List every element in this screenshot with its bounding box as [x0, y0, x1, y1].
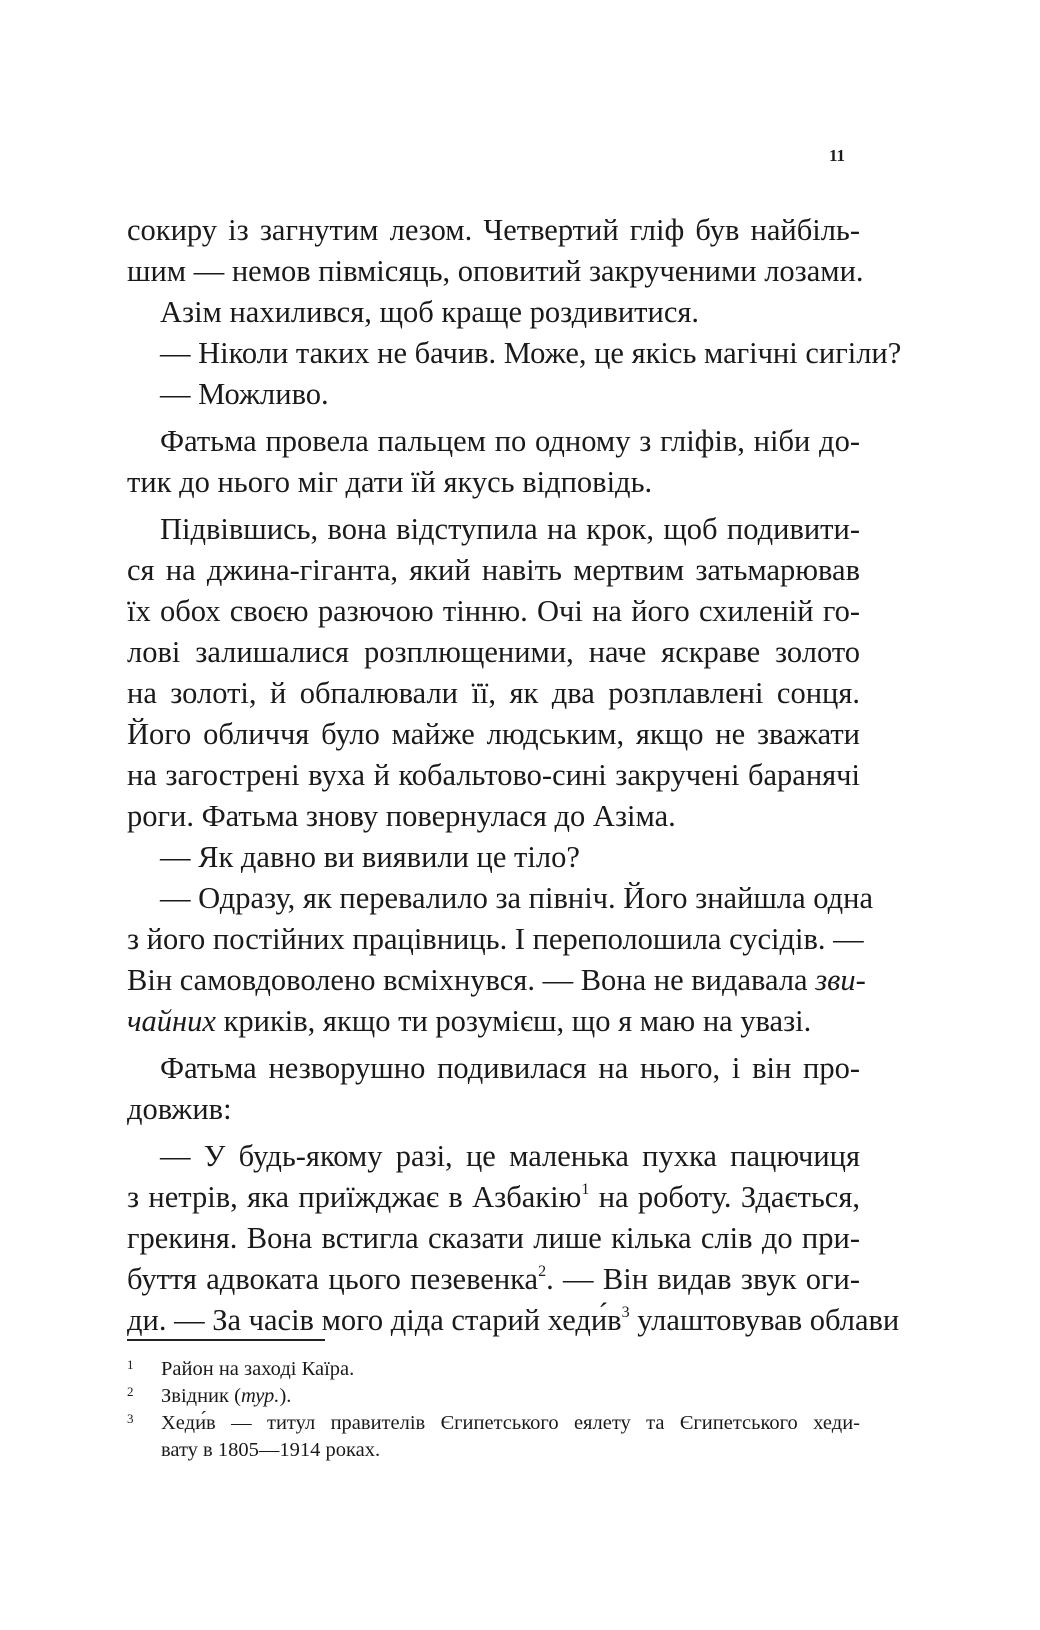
text-line — [127, 1001, 860, 1042]
italic-run: тур. — [240, 1385, 280, 1407]
text-line: — Одразу, як перевалило за північ. Його знайшла одна — [160, 881, 874, 915]
text-run: з нетрів, яка приїжджає в Азбакію — [127, 1180, 582, 1214]
text-run: улаштовував облави — [629, 1303, 900, 1337]
footnote-marker: 1 — [581, 1181, 590, 1198]
text-line: — Як давно ви виявили це тіло? — [160, 840, 580, 874]
text-line: ся на джина-гіганта, який навіть мертвим затьмарював — [127, 553, 860, 587]
text-line: з його постійних працівниць. І переполошила сусідів. — — [127, 922, 864, 956]
footnote-text: Район на заході Каїра. — [161, 1358, 355, 1380]
text-line: роги. Фатьма знову повернулася до Азіма. — [127, 799, 676, 833]
text-line: шим — немов півмісяць, оповитий закрученими лозами. — [127, 254, 864, 288]
text-line: лові залишалися розплющеними, наче яскраве золото — [127, 635, 860, 669]
text-line: довжив: — [127, 1092, 232, 1126]
text-run: ди. — За часів мого діда старий хеди́в — [127, 1303, 622, 1337]
text-run: буття адвоката цього пезевенка — [127, 1262, 539, 1296]
footnote-text — [161, 1383, 860, 1410]
footnote-text: Хеди́в — титул правителів Єгипетського еялету та Єгипетського хеди- — [161, 1412, 860, 1434]
text-line: Його обличчя було майже людським, якщо не зважати — [127, 717, 860, 751]
text-line: — Можливо. — [160, 377, 329, 411]
text-line: — У будь-якому разі, це маленька пухка пацючиця — [160, 1139, 860, 1173]
text-line — [127, 960, 866, 1001]
text-line: Підвівшись, вона відступила на крок, щоб подивити- — [160, 512, 860, 546]
italic-run: зви- — [815, 963, 866, 997]
footnote-3 — [127, 1410, 860, 1464]
footnote-marker: 2 — [538, 1263, 547, 1280]
italic-run: чайних — [127, 1004, 216, 1038]
footnote-2 — [127, 1383, 860, 1410]
text-line: на золоті, й обпалювали її, як два розплавлені сонця. — [127, 676, 860, 710]
body-text — [127, 210, 902, 1341]
text-line — [127, 1259, 860, 1300]
text-line — [127, 1177, 860, 1218]
text-line: на загострені вуха й кобальтово-сині закручені баранячі — [127, 758, 860, 792]
text-run: ). — [279, 1385, 292, 1407]
text-line: тик до нього міг дати їй якусь відповідь. — [127, 465, 653, 499]
page-number: 11 — [828, 146, 845, 165]
text-line: Фатьма незворушно подивилася на нього, і він про- — [160, 1051, 860, 1085]
text-line: сокиру із загнутим лезом. Четвертий гліф був найбіль- — [127, 213, 860, 247]
footnotes — [127, 1356, 860, 1464]
text-line — [127, 1300, 900, 1341]
footnote-marker: 3 — [621, 1304, 630, 1321]
text-line: Азім нахилився, щоб краще роздивитися. — [160, 295, 700, 329]
text-line: Фатьма провела пальцем по одному з гліфів, ніби до- — [160, 424, 860, 458]
text-run: Він самовдоволено всміхнувся. — Вона не видавала — [127, 963, 816, 997]
text-run: криків, якщо ти розумієш, що я маю на увазі. — [215, 1004, 812, 1038]
text-run: Звідник ( — [161, 1385, 241, 1407]
text-line: грекиня. Вона встигла сказати лише кілька слів до при- — [127, 1221, 860, 1255]
text-run: на роботу. Здається, — [589, 1180, 860, 1214]
footnote-number: 2 — [127, 1384, 134, 1399]
footnote-separator — [127, 1339, 325, 1341]
text-line: — Ніколи таких не бачив. Може, це якісь магічні сигіли? — [160, 336, 902, 370]
footnote-number: 1 — [127, 1357, 134, 1372]
text-line: їх обох своєю разючою тінню. Очі на його схиленій го- — [127, 594, 860, 628]
text-run: . — Він видав звук оги- — [546, 1262, 860, 1296]
footnote-1 — [127, 1356, 860, 1383]
footnote-text: вату в 1805—1914 роках. — [161, 1439, 381, 1461]
footnote-number: 3 — [127, 1411, 134, 1426]
